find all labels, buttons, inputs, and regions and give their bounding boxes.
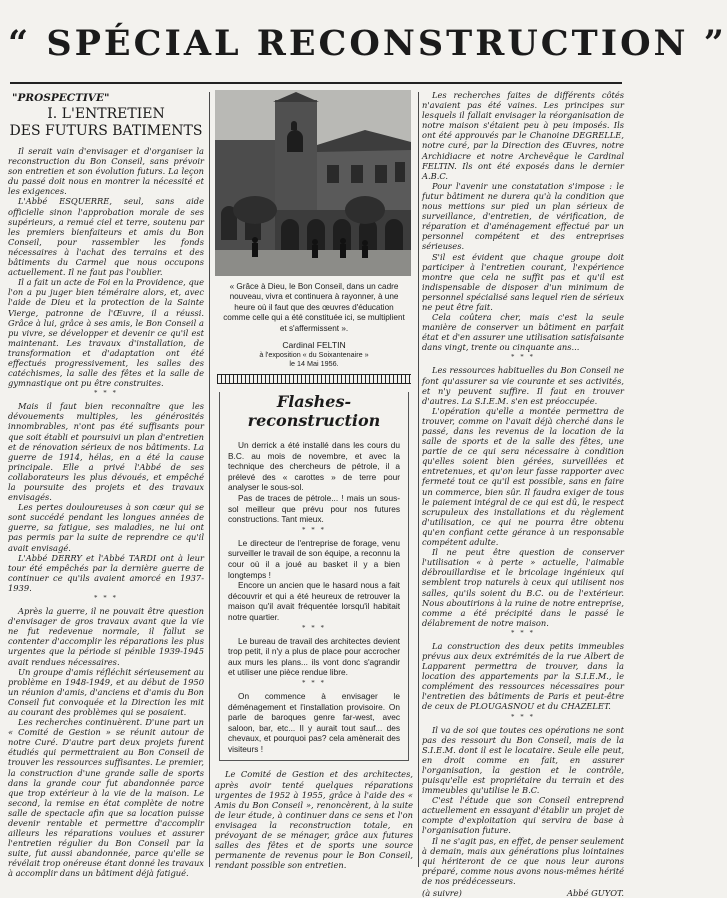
flash-item: Encore un ancien que le hasard nous a fait découvrir et qui a été heureux de retrouver la maison qu'il avait fréquentée lorsqu'il habitait notre quartier. <box>228 580 400 622</box>
column-rule-left <box>209 92 210 867</box>
section-divider: * * * <box>511 712 535 721</box>
article-paragraph: Il va de soi que toutes ces opérations ne sont pas des ressourt du Bon Conseil, mais de la S.I.E.M. dont il est le locataire. Seule elle peut, en droit comme en fait, en assurer l'organisation, la gestion et le contrôle, puisqu'elle est propriétaire du terrain et des immeubles qu'utilise le B.C. <box>422 724 624 796</box>
flashes-box <box>219 392 409 761</box>
caption-context: à l'exposition « du Soixantenaire » <box>259 350 369 360</box>
article-paragraph: Les recherches continuèrent. D'une part un « Comité de Gestion » se réunit autour de notre Curé. D'autre part deux projets furent étudiés qui permettraient au Bon Conseil de trouver les ressources suffisantes. Le premier, la construction d'une grande salle de sports dans la grande cour fut abandonnée parce que trop extérieur à la vie de la maison. Le second, la remise en état complète de notre salle de spectacle afin que sa location puisse devenir rentable et permettre d'accomplir ailleurs les réparations voulues et assurer l'entretien régulier du Bon Conseil par la suite, fut aussi abandonnée, parce qu'elle se révélait trop onéreuse étant donné les travaux à accomplir dans un bâtiment déjà fatigué. <box>8 717 204 879</box>
caption-date: le 14 Mai 1956. <box>289 359 339 369</box>
article-paragraph: Le Comité de Gestion et des architectes, après avoir tenté quelques réparations urgentes de 1952 à 1955, grâce à l'aide des « Amis du Bon Conseil », renoncèrent, à la suite de leur étude, à continuer dans ce sens et l'on envisagea la reconstruction totale, en prévoyant de se ménager, grâce aux futures salles des fêtes et de sports une source permanente de revenus pour le Bon Conseil, rendant possible son entretien. <box>215 769 413 871</box>
section-divider: * * * <box>94 594 118 603</box>
headline-line-1: I. L'ENTRETIEN <box>47 106 165 122</box>
headline-line-2: DES FUTURS BATIMENTS <box>9 123 203 139</box>
article-paragraph: C'est l'étude que son Conseil entreprend actuellement en essayant d'établir un projet de compte d'exploitation qui servira de base à l'organisation future. <box>422 795 624 836</box>
article-paragraph: La construction des deux petits immeubles prévus aux deux extrémités de la rue Albert de Lapparent permettra de trouver, dans la location des appartements par la S.I.E.M., le complément des ressources nécessaires pour l'entretien des bâtiments de Paris et peut-être de ceux de PLOUGASNOU et du CHAZELET. <box>422 640 624 712</box>
courtyard-photo-image <box>215 90 411 276</box>
article-column-1 <box>8 90 205 879</box>
masthead <box>8 8 727 80</box>
flash-item: Le directeur de l'entreprise de forage, venu surveiller le travail de son équipe, a reconnu la cour où il a joué au basket il y a bien longtemps ! <box>228 537 400 580</box>
courtyard-photo <box>215 90 411 276</box>
ornamental-border <box>217 374 411 384</box>
article-paragraph: Il a fait un acte de Foi en la Providence, que l'on a pu juger bien téméraire alors, et, avec l'aide de Dieu et la protection de la Sainte Vierge, patronne de l'Œuvre, il a réussi. Grâce à lui, grâce à ses amis, le Bon Conseil a pu vivre, se développer et devenir ce qu'il est maintenant. Les travaux d'installation, de transformation et d'adaptation ont été effectués progressivement, les salles des catéchismes, la salle des fêtes et la salle de gymnastique ont pu être construites. <box>8 277 205 389</box>
article-signoff <box>422 888 624 898</box>
article-paragraph: Il ne peut être question de conserver l'utilisation « à perte » actuelle, l'aimable débrouillardise et le bricolage ingénieux qui semblent trop naturels à ceux qui utilisent nos salles, qu'ils soient du B.C. ou de l'extérieur. Nous aboutirions à la ruine de notre entreprise, comme a été précipité dans le passé le délabrement de notre maison. <box>422 547 624 628</box>
article-paragraph: Mais il faut bien reconnaître que les dévouements multiples, les générosités innombrables, n'ont pas été suffisants pour que soit établi et poursuivi un plan d'entretien et de rénovation sérieux de nos bâtiments. La guerre de 1914, hélas, en a été la cause principale. Elle a privé l'Abbé de ses collaborateurs les plus dévoués, et empêché la poursuite des projets et des travaux envisagés. <box>8 401 204 503</box>
article-paragraph: Les ressources habituelles du Bon Conseil ne font qu'assurer sa vie courante et ses activités, et n'y peuvent suffire. Il faut en trouver d'autres. La S.I.E.M. s'en est préoccupée. <box>422 365 624 406</box>
article-paragraph: Il ne s'agit pas, en effet, de penser seulement à demain, mais aux générations plus lointaines qui hériteront de ce que nous leur aurons préparé, comme nous avons nous-mêmes hérité de nos prédécesseurs. <box>422 835 624 886</box>
article-paragraph: Les recherches faites de différents côtés n'avaient pas été vaines. Les principes sur lesquels il fallait envisager la réorganisation de notre maison s'étaient peu à peu imposés. Ils ont été approuvés par le Chanoine DEGRELLE, notre curé, par la Direction des Œuvres, notre Archidiacre et notre Archevêque le Cardinal FELTIN. Ils ont été exposés dans le dernier A.B.C. <box>422 90 624 181</box>
section-divider: * * * <box>302 525 326 534</box>
article-paragraph: Après la guerre, il ne pouvait être question d'envisager de gros travaux avant que la vie ne fut redevenue normale, il fallut se contenter d'accomplir les réparations les plus urgentes que la période si pénible 1939-1945 avait rendues nécessaires. <box>8 606 204 667</box>
flash-item: Pas de traces de pétrole... ! mais un sous-sol meilleur que prévu pour nos futures constructions. Tant mieux. <box>228 493 400 525</box>
masthead-rule <box>10 82 622 84</box>
article-paragraph: L'Abbé ESQUERRE, seul, sans aide officielle sinon l'approbation morale de ses supérieurs, a remué ciel et terre, soutenu par les premiers bienfaiteurs et amis du Bon Conseil, pour rassembler les fonds nécessaires à l'achat des terrains et des bâtiments du Carmel que nous occupons actuellement. Il ne faut pas l'oublier. <box>8 196 204 278</box>
article-headline <box>8 106 204 140</box>
flash-item: On commence à envisager le déménagement et l'installation provisoire. On parle de baroques genre far-west, avec saloon, bar, etc... Il y aurait tout sauf... des chevaux, et pourquoi pas? cela amènerait des visiteurs ! <box>228 690 400 754</box>
article-paragraph: L'opération qu'elle a montée permettra de trouver, comme on l'avait déjà cherché dans le passé, dans les revenus de la location de la salle de sports et de la salle des fêtes, une partie de ce qui sera nécessaire à condition qu'elles soient bien gérées, surveillées et entretenues, et qu'on leur fasse rapporter avec fermeté tout ce qu'il est possible, sans en faire un commerce, bien sûr. Il faudra exiger de tous le paiement intégral de ce qui est dû, le respect scrupuleux des installations et du règlement d'utilisation, ce qui ne pourra être obtenu qu'en confiant cette gérance à un responsable compétent adulte. <box>422 405 624 548</box>
article-paragraph: Il serait vain d'envisager et d'organiser la reconstruction du Bon Conseil, sans prévoir son entretien et son évolution futurs. La leçon du passé doit nous en montrer la nécessité et les exigences. <box>8 146 204 197</box>
article-paragraph: Un groupe d'amis réfléchit sérieusement au problème en 1948-1949, et au début de 1950 un réunion d'amis, d'anciens et d'amis du Bon Conseil fut convoquée et la Direction les mit au courant des problèmes qui se posaient. <box>8 666 204 717</box>
masthead-title: “ SPÉCIAL RECONSTRUCTION ” <box>8 23 727 64</box>
article-paragraph: Cela coûtera cher, mais c'est la seule manière de conserver un bâtiment en parfait état et d'en assurer une utilisation satisfaisante dans vingt, trente ou cinquante ans... <box>422 312 624 353</box>
column-rule-right <box>418 92 419 867</box>
article-paragraph: Les pertes douloureuses à son cœur qui se sont succédé pendant les longues années de guerre, sa fatigue, ses maladies, ne lui ont pas permis par la suite de reprendre ce qu'il avait envisagé. <box>8 502 204 553</box>
article-paragraph: Pour l'avenir une constatation s'impose : le futur bâtiment ne durera qu'à la condition que nous mettions sur pied un plan sérieux de surveillance, d'entretien, de vérification, de réparation et d'aménagement effectué par un personnel compétent et des entreprises sérieuses. <box>422 180 624 252</box>
section-divider: * * * <box>94 389 118 398</box>
article-paragraph: S'il est évident que chaque groupe doit participer à l'entretien courant, l'expérience montre que cela ne suffit pas et qu'il est indispensable de disposer d'un minimum de personnel spécialisé sans lequel rien de sérieux ne peut être fait. <box>422 251 624 312</box>
article-kicker: "PROSPECTIVE" <box>12 92 110 104</box>
flashes-title: Flashes-reconstruction <box>247 392 381 431</box>
photo-caption: « Grâce à Dieu, le Bon Conseil, dans un cadre nouveau, vivra et continuera à rayonner, à une heure où il faut que des œuvres d'éducation comme celle qui a été constituée ici, se multiplient et s'affermissent ». <box>223 282 405 333</box>
flash-item: Un derrick a été installé dans les cours du B.C. au mois de novembre, et avec la technique des chercheurs de pétrole, il a prélevé des « carottes » de terre pour analyser le sous-sol. <box>228 440 400 493</box>
section-divider: * * * <box>511 353 535 362</box>
flash-item: Le bureau de travail des architectes devient trop petit, il n'y a plus de place pour accrocher aux murs les plans... ils vont donc s'agrandir et utiliser une pièce rendue libre. <box>228 635 400 678</box>
author-signature: Abbé GUYOT. <box>566 888 624 898</box>
caption-author: Cardinal FELTIN <box>282 340 346 351</box>
section-divider: * * * <box>511 628 535 637</box>
article-column-2 <box>215 90 413 871</box>
article-column-3 <box>422 90 624 898</box>
to-be-continued: (à suivre) <box>422 888 462 898</box>
section-divider: * * * <box>302 623 326 632</box>
section-divider: * * * <box>302 678 326 687</box>
article-paragraph: L'Abbé DERRY et l'Abbé TARDI ont à leur tour été empêchés par la dernière guerre de continuer ce qu'ils avaient amorcé en 1937-1939. <box>8 552 204 593</box>
